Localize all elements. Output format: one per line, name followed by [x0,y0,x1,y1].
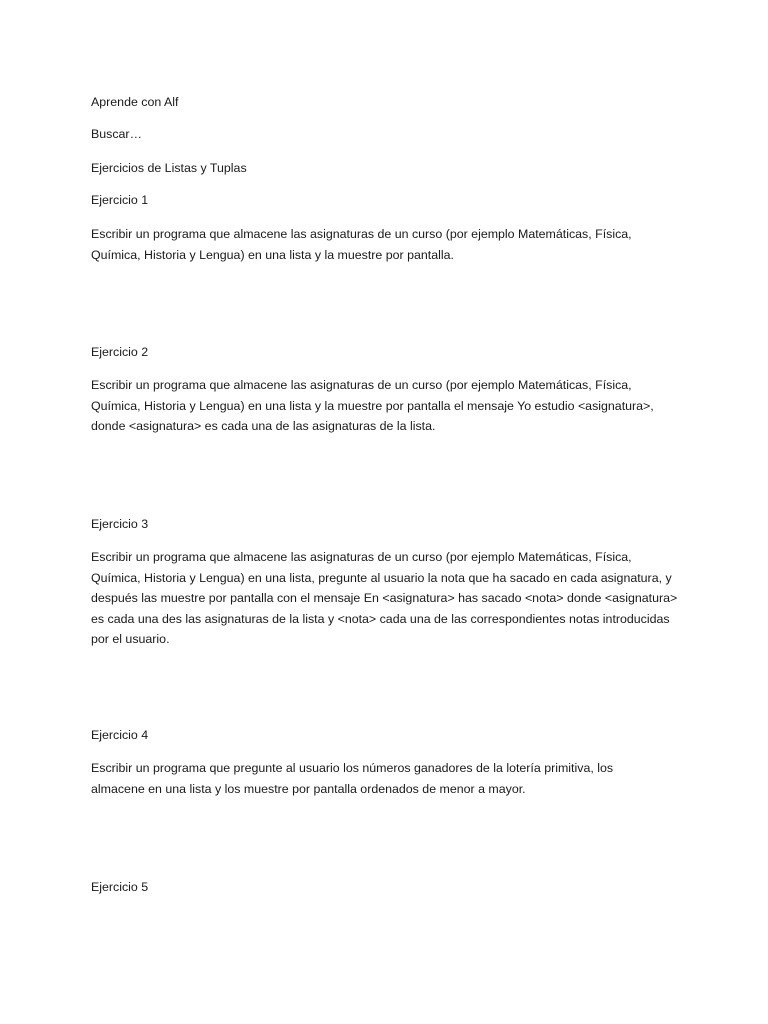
exercise-2-line: donde <asignatura> es cada una de las asignaturas de la lista. [91,419,436,433]
exercise-2-line: Escribir un programa que almacene las asignaturas de un curso (por ejemplo Matemáticas, Física, [91,378,632,392]
exercise-3-line: es cada una des las asignaturas de la lista y <nota> cada una de las correspondientes notas introducidas [91,611,670,626]
exercise-2-heading: Ejercicio 2 [91,345,149,359]
exercise-4-text [91,758,691,799]
exercise-1-text [91,224,691,265]
exercise-2-text [91,375,691,437]
exercise-4-line: Escribir un programa que pregunte al usuario los números ganadores de la lotería primitiva, los [91,761,614,775]
exercise-3-line: Química, Historia y Lengua) en una lista, pregunte al usuario la nota que ha sacado en cada asignatura, y [91,570,672,585]
exercise-1-heading: Ejercicio 1 [91,193,149,207]
search-text: Buscar… [91,127,142,141]
exercise-1-line: Química, Historia y Lengua) en una lista y la muestre por pantalla. [91,247,454,262]
exercise-3-heading: Ejercicio 3 [91,517,149,531]
exercise-1-line: Escribir un programa que almacene las asignaturas de un curso (por ejemplo Matemáticas, Física, [91,227,632,241]
site-title: Aprende con Alf [91,95,179,109]
exercise-5-heading: Ejercicio 5 [91,880,149,894]
exercise-3-line: Escribir un programa que almacene las asignaturas de un curso (por ejemplo Matemáticas, Física, [91,550,632,564]
exercise-3-line: por el usuario. [91,632,170,646]
exercise-3-text [91,547,691,650]
exercise-4-line: almacene en una lista y los muestre por pantalla ordenados de menor a mayor. [91,781,526,796]
exercise-4-heading: Ejercicio 4 [91,728,149,742]
page-title: Ejercicios de Listas y Tuplas [91,161,247,175]
exercise-3-line: después las muestre por pantalla con el mensaje En <asignatura> has sacado <nota> donde <asignatura> [91,591,678,605]
exercise-2-line: Química, Historia y Lengua) en una lista y la muestre por pantalla el mensaje Yo estudio <asignatura>, [91,398,654,413]
